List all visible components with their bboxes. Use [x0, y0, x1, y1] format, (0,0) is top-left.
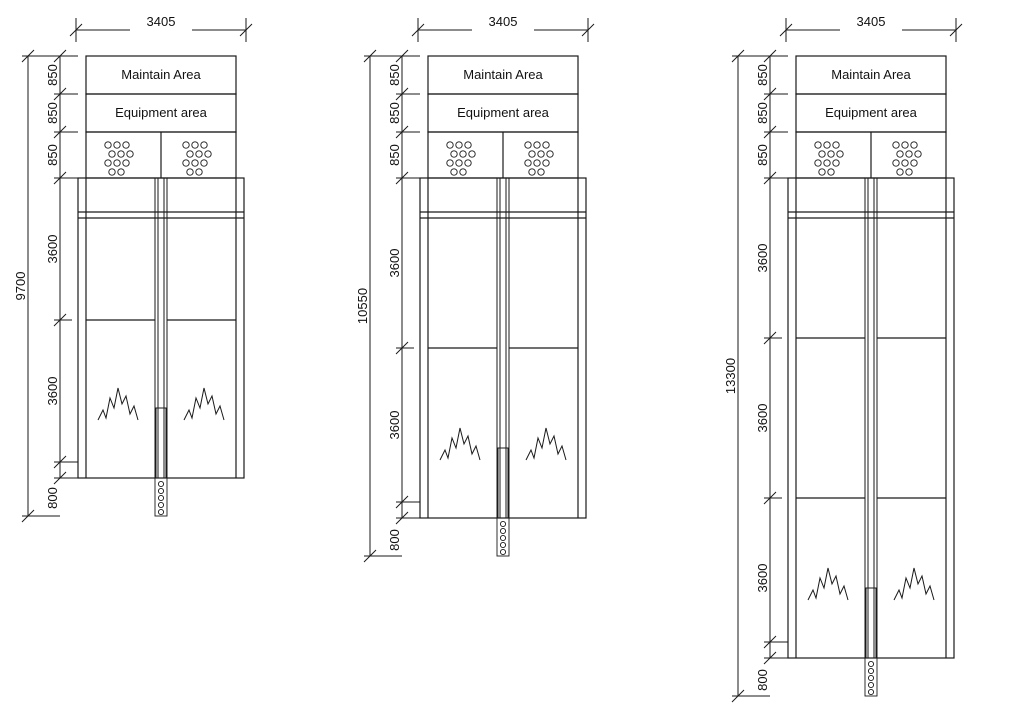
shaft-2-car-rails [497, 150, 509, 518]
shaft-2-equipment-right [525, 142, 553, 175]
shaft-3-dim-4: 3600 [755, 243, 770, 273]
shaft-3-pit-buffer [865, 658, 877, 696]
shaft-2-dim-1: 850 [387, 64, 402, 86]
shaft-3-dim-5: 3600 [755, 403, 770, 433]
shaft-1-hatch-symbol-right [184, 388, 224, 420]
shaft-2-pit-buffer [497, 518, 509, 556]
shaft-1-dim-3: 850 [45, 144, 60, 166]
shaft-2-total-height-label: 10550 [355, 287, 370, 325]
shaft-2-maintain-area-label: Maintain Area [463, 67, 543, 82]
shaft-3-equipment-right [893, 142, 921, 175]
shaft-2-hatch-symbol-right [526, 428, 566, 460]
shaft-1-group [13, 14, 252, 522]
shaft-1-dim-4: 3600 [45, 234, 60, 264]
shaft-1-maintain-area-label: Maintain Area [121, 67, 201, 82]
shaft-1-equipment-area-label: Equipment area [115, 105, 207, 120]
shaft-1-hatch-symbol-left [98, 388, 138, 420]
shaft-2-dim-2: 850 [387, 102, 402, 124]
shaft-3-equipment-area-label: Equipment area [825, 105, 917, 120]
shaft-1-dim-2: 850 [45, 102, 60, 124]
shaft-3-hatch-symbol-right [894, 568, 934, 600]
shaft-3-dim-6: 3600 [755, 563, 770, 593]
shaft-1-width-label: 3405 [146, 14, 176, 29]
shaft-2-dim-6: 800 [387, 529, 402, 551]
shaft-2-group [355, 14, 594, 562]
shaft-1-equipment-left [105, 142, 133, 175]
shaft-3-equipment-left [815, 142, 843, 175]
shaft-2-dim-3: 850 [387, 144, 402, 166]
shaft-3-group [723, 14, 962, 702]
shaft-3-maintain-area-label: Maintain Area [831, 67, 911, 82]
shaft-2-hatch-symbol-left [440, 428, 480, 460]
shaft-3-car-rails [865, 150, 877, 658]
shaft-2-equipment-area-label: Equipment area [457, 105, 549, 120]
shaft-1-pit-buffer [155, 478, 167, 516]
shaft-3-dim-1: 850 [755, 64, 770, 86]
shaft-2-width-label: 3405 [488, 14, 518, 29]
shaft-2-dim-5: 3600 [387, 410, 402, 440]
shaft-3-dim-7: 800 [755, 669, 770, 691]
shaft-3-dim-2: 850 [755, 102, 770, 124]
shaft-2-equipment-left [447, 142, 475, 175]
shaft-2-dim-4: 3600 [387, 248, 402, 278]
shaft-3-hatch-symbol-left [808, 568, 848, 600]
shaft-3-outline [788, 56, 954, 658]
shaft-1-dim-1: 850 [45, 64, 60, 86]
shaft-1-dim-5: 3600 [45, 376, 60, 406]
shaft-3-total-height-label: 13300 [723, 357, 738, 395]
shaft-1-car-rails [155, 150, 167, 478]
shaft-1-dim-6: 800 [45, 487, 60, 509]
shaft-1-total-height-label: 9700 [13, 271, 28, 301]
shaft-3-width-label: 3405 [856, 14, 886, 29]
shaft-3-dim-3: 850 [755, 144, 770, 166]
shaft-1-equipment-right [183, 142, 211, 175]
